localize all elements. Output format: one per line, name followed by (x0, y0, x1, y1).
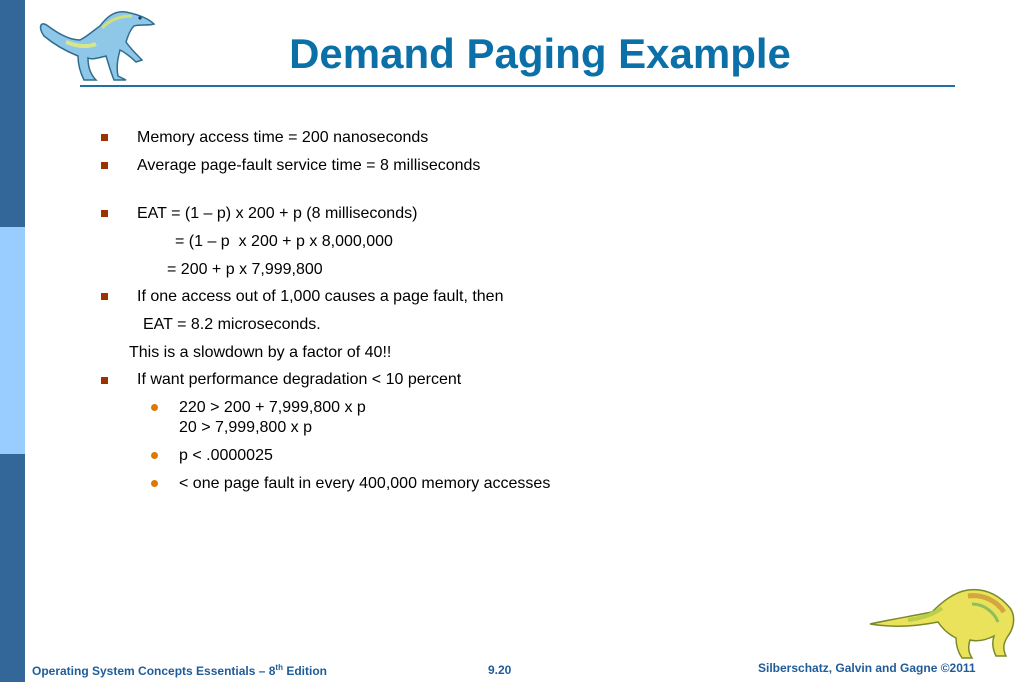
round-bullet-icon (151, 480, 158, 487)
dinosaur-icon (36, 6, 156, 86)
page-fault-service-line: Average page-fault service time = 8 milliseconds (137, 157, 481, 174)
sub-bullet-fault-rate: < one page fault in every 400,000 memory accesses (179, 475, 551, 492)
dinosaur-icon (868, 582, 1018, 662)
square-bullet-icon (101, 377, 108, 384)
eat-formula-step2: = (1 – p x 200 + p x 8,000,000 (175, 233, 393, 250)
left-bar-segment-bottom (0, 454, 25, 682)
left-bar-segment-middle (0, 227, 25, 454)
sub-bullet-probability: p < .0000025 (179, 447, 273, 464)
memory-access-line: Memory access time = 200 nanoseconds (137, 129, 429, 146)
title-divider (80, 85, 955, 87)
footer-book-title: Operating System Concepts Essentials – 8th Edition (32, 663, 327, 678)
footer-authors: Silberschatz, Galvin and Gagne ©2011 (758, 661, 976, 675)
one-access-line: If one access out of 1,000 causes a page fault, then (137, 288, 504, 305)
square-bullet-icon (101, 162, 108, 169)
round-bullet-icon (151, 452, 158, 459)
square-bullet-icon (101, 134, 108, 141)
degradation-line: If want performance degradation < 10 percent (137, 371, 462, 388)
square-bullet-icon (101, 293, 108, 300)
eat-formula-step3: = 200 + p x 7,999,800 (167, 261, 323, 278)
slowdown-line: This is a slowdown by a factor of 40!! (129, 344, 392, 361)
left-bar-segment-top (0, 0, 25, 227)
footer-page-number: 9.20 (488, 663, 512, 677)
sub-bullet-inequality-2: 20 > 7,999,800 x p (179, 419, 312, 436)
eat-microseconds-line: EAT = 8.2 microseconds. (143, 316, 321, 333)
left-color-bar (0, 0, 25, 682)
slide-title: Demand Paging Example (289, 30, 791, 77)
round-bullet-icon (151, 404, 158, 411)
eat-formula-line: EAT = (1 – p) x 200 + p (8 milliseconds) (137, 205, 418, 222)
square-bullet-icon (101, 210, 108, 217)
sub-bullet-inequality-1: 220 > 200 + 7,999,800 x p (179, 399, 366, 416)
